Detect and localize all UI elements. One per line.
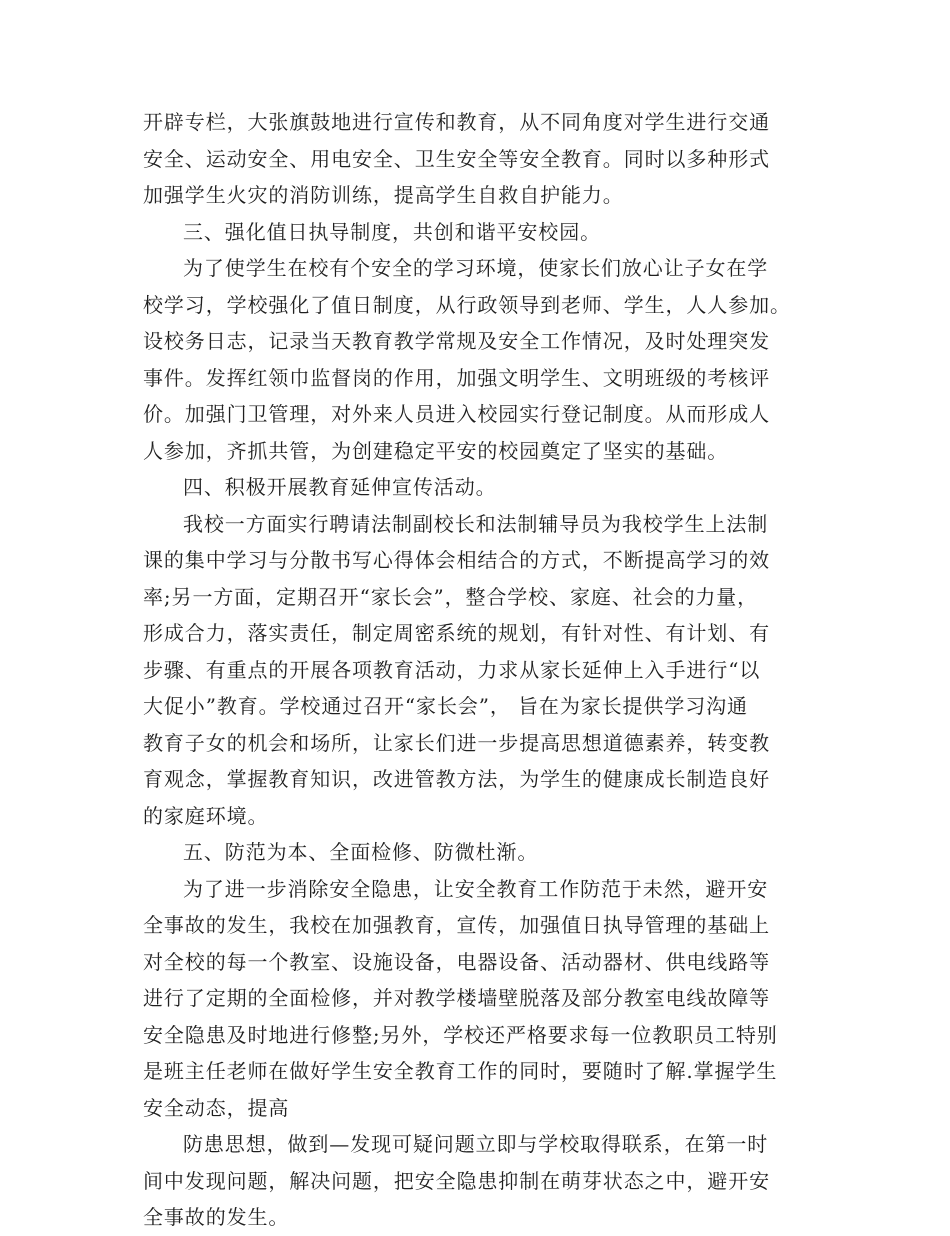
- text-line: 加强学生火灾的消防训练，提高学生自救自护能力。: [143, 183, 624, 207]
- text-line: 开辟专栏，大张旗鼓地进行宣传和教育，从不同角度对学生进行交通: [143, 110, 770, 134]
- text-line: 四、积极开展教育延伸宣传活动。: [183, 475, 497, 499]
- text-line: 五、防范为本、全面检修、防微杜渐。: [183, 840, 539, 864]
- text-line: 为了使学生在校有个安全的学习环境，使家长们放心让子女在学: [183, 256, 769, 280]
- text-line: 步骤、有重点的开展各项教育活动，力求从家长延伸上入手进行“以: [143, 657, 761, 682]
- text-line: 我校一方面实行聘请法制副校长和法制辅导员为我校学生上法制: [183, 511, 769, 536]
- text-line: 设校务日志，记录当天教育教学常规及安全工作情况，及时处理突发: [143, 329, 770, 353]
- text-line: 进行了定期的全面检修，并对教学楼墙壁脱落及部分教室电线故障等: [143, 986, 770, 1010]
- text-line: 的家庭环境。: [143, 803, 269, 828]
- text-line: 防患思想，做到—发现可疑问题立即与学校取得联系，在第一时: [183, 1132, 769, 1156]
- text-line: 全事故的发生，我校在加强教育，宣传，加强值日执导管理的基础上: [143, 913, 770, 937]
- text-line: 安全动态，提高: [143, 1095, 290, 1120]
- text-line: 育观念，掌握教育知识，改进管教方法，为学生的健康成长制造良好: [143, 767, 770, 791]
- text-line: 事件。发挥红领巾监督岗的作用，加强文明学生、文明班级的考核评: [143, 365, 770, 390]
- text-line: 课的集中学习与分散书写心得体会相结合的方式，不断提高学习的效: [143, 548, 770, 572]
- text-line: 价。加强门卫管理，对外来人员进入校园实行登记制度。从而形成人: [143, 402, 770, 426]
- text-line: 三、强化值日执导制度，共创和谐平安校园。: [183, 219, 601, 244]
- text-line: 为了进一步消除安全隐患，让安全教育工作防范于未然，避开安: [183, 876, 769, 901]
- text-line: 对全校的每一个教室、设施设备，电器设备、活动器材、供电线路等: [143, 949, 770, 974]
- text-line: 大促小”教育。学校通过召开“家长会”， 旨在为家长提供学习沟通: [143, 694, 748, 718]
- text-line: 是班主任老师在做好学生安全教育工作的同时，要随时了解.掌握学生: [143, 1059, 778, 1083]
- text-line: 间中发现问题，解决问题，把安全隐患抑制在萌芽状态之中，避开安: [143, 1168, 770, 1193]
- text-line: 全事故的发生。: [143, 1205, 290, 1229]
- text-line: 人参加，齐抓共管，为创建稳定平安的校园奠定了坚实的基础。: [143, 438, 729, 463]
- text-line: 形成合力，落实责任，制定周密系统的规划，有针对性、有计划、有: [143, 621, 770, 645]
- text-line: 安全隐患及时地进行修整;另外，学校还严格要求每一位教职员工特别: [143, 1022, 778, 1047]
- text-line: 校学习，学校强化了值日制度，从行政领导到老师、学生，人人参加。: [143, 292, 791, 317]
- text-line: 安全、运动安全、用电安全、卫生安全等安全教育。同时以多种形式: [143, 146, 770, 171]
- document-body: [143, 104, 807, 1236]
- text-line: 教育子女的机会和场所，让家长们进一步提高思想道德素养，转变教: [143, 730, 770, 755]
- text-line: 率;另一方面，定期召开“家长会”，整合学校、家庭、社会的力量，: [143, 584, 759, 609]
